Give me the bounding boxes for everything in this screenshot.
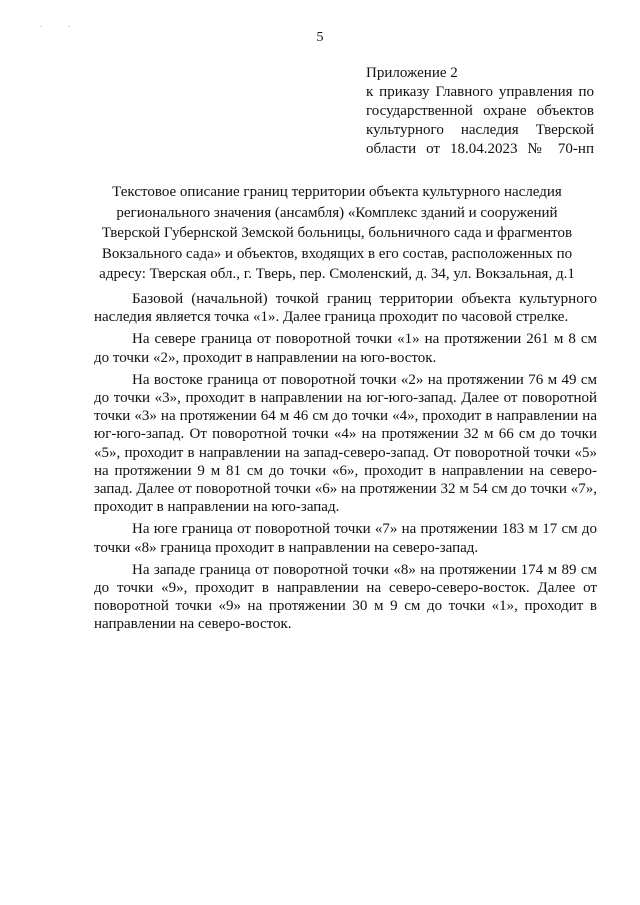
paragraph-north-border: На севере граница от поворотной точки «1» на протяжении 261 м 8 см до точки «2», проходит в направлении на юго-восток.	[94, 331, 597, 366]
appendix-line-3: государственной охране объектов	[366, 103, 594, 119]
appendix-line-4: культурного наследия Тверской	[366, 122, 594, 138]
title-line-1: Текстовое описание границ территории объекта культурного наследия	[112, 184, 562, 200]
appendix-line-1: Приложение 2	[366, 65, 458, 81]
paragraph-base-point: Базовой (начальной) точкой границ территории объекта культурного наследия является точка «1». Далее граница проходит по часовой стрелке.	[94, 291, 597, 326]
appendix-line-2: к приказу Главного управления по	[366, 84, 594, 100]
paragraph-east-border: На востоке граница от поворотной точки «2» на протяжении 76 м 49 см до точки «3», проходит в направлении на юг-юго-запад. Далее от поворотной точки «3» на протяжении 64 м 46 см до точки «4», проходит в направлении на юг-юго-запад. От поворотной точки «4» на протяжении 32 м 66 см до точки «5», проходит в направлении на запад-северо-запад. От поворотной точки «5» на протяжении 9 м 81 см до точки «6», проходит в направлении на северо-запад. Далее от поворотной точки «6» на протяжении 32 м 54 см до точки «7», проходит в направлении на юго-запад.	[94, 371, 597, 516]
appendix-line-5: области от 18.04.2023 № 70-нп	[366, 141, 594, 157]
scan-artifact-dots: . .	[40, 20, 82, 29]
paragraph-west-border: На западе граница от поворотной точки «8» на протяжении 174 м 89 см до точки «9», проходит в направлении на северо-северо-восток. Далее от поворотной точки «9» на протяжении 30 м 9 см до точки «1», проходит в направлении на северо-восток.	[94, 561, 597, 633]
title-line-3: Тверской Губернской Земской больницы, больничного сада и фрагментов	[101, 225, 573, 241]
paragraph-south-border: На юге граница от поворотной точки «7» на протяжении 183 м 17 см до точки «8» граница проходит в направлении на северо-запад.	[94, 521, 597, 556]
page-number: 5	[316, 30, 324, 45]
document-title	[82, 182, 592, 285]
appendix-header	[366, 64, 594, 159]
document-body	[94, 290, 597, 638]
title-line-2: регионального значения (ансамбля) «Комплекс зданий и сооружений	[116, 204, 558, 221]
title-line-4: Вокзального сада» и объектов, входящих в его состав, расположенных по	[101, 245, 573, 262]
title-line-5: адресу: Тверская обл., г. Тверь, пер. Смоленский, д. 34, ул. Вокзальная, д.1	[99, 266, 575, 282]
